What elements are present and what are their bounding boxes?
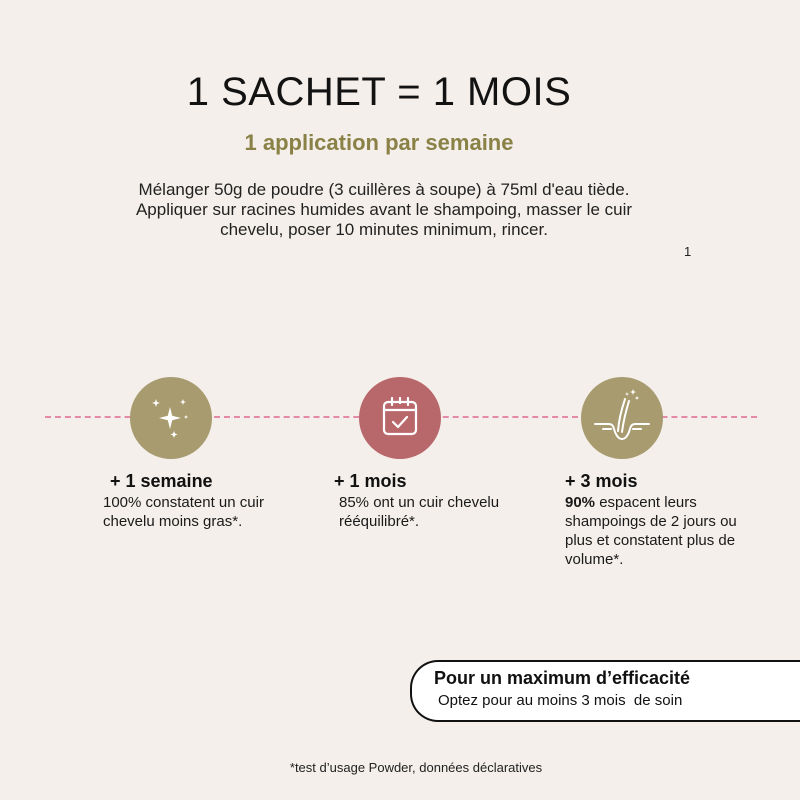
step-3-text — [565, 493, 765, 569]
step-1-text: 100% constatent un cuir chevelu moins gras*. — [103, 494, 264, 530]
instructions-line: Mélanger 50g de poudre (3 cuillères à soupe) à 75ml d'eau tiède. — [138, 180, 630, 199]
page-subtitle: 1 application par semaine — [244, 130, 514, 155]
efficacy-callout — [410, 660, 800, 722]
step-1-title: + 1 semaine — [110, 471, 213, 491]
step-3-circle — [581, 377, 663, 459]
step-2-title: + 1 mois — [334, 471, 407, 491]
legal-footnote: *test d’usage Powder, données déclaratives — [289, 760, 543, 775]
step-3-highlight: 90% — [565, 494, 596, 511]
step-3-text-rest: espacent leurs shampoings de 2 jours ou plus et constatent plus de volume*. — [565, 494, 737, 568]
step-2-text: 85% ont un cuir chevelu rééquilibré*. — [339, 494, 500, 530]
step-3-title: + 3 mois — [565, 471, 638, 491]
instructions — [0, 180, 768, 240]
step-2-circle — [359, 377, 441, 459]
instructions-line: Appliquer sur racines humides avant le shampoing, masser le cuir — [135, 200, 633, 219]
callout-text: Optez pour au moins 3 mois de soin — [438, 692, 683, 709]
instructions-line: chevelu, poser 10 minutes minimum, rincer. — [220, 220, 548, 239]
calendar-check-icon — [359, 377, 441, 459]
page-title: 1 SACHET = 1 MOIS — [186, 70, 572, 114]
sparkles-icon — [130, 377, 212, 459]
hair-follicle-icon — [581, 377, 663, 459]
callout-title: Pour un maximum d’efficacité — [434, 668, 691, 688]
step-1-circle — [130, 377, 212, 459]
footnote-marker: 1 — [684, 244, 692, 259]
